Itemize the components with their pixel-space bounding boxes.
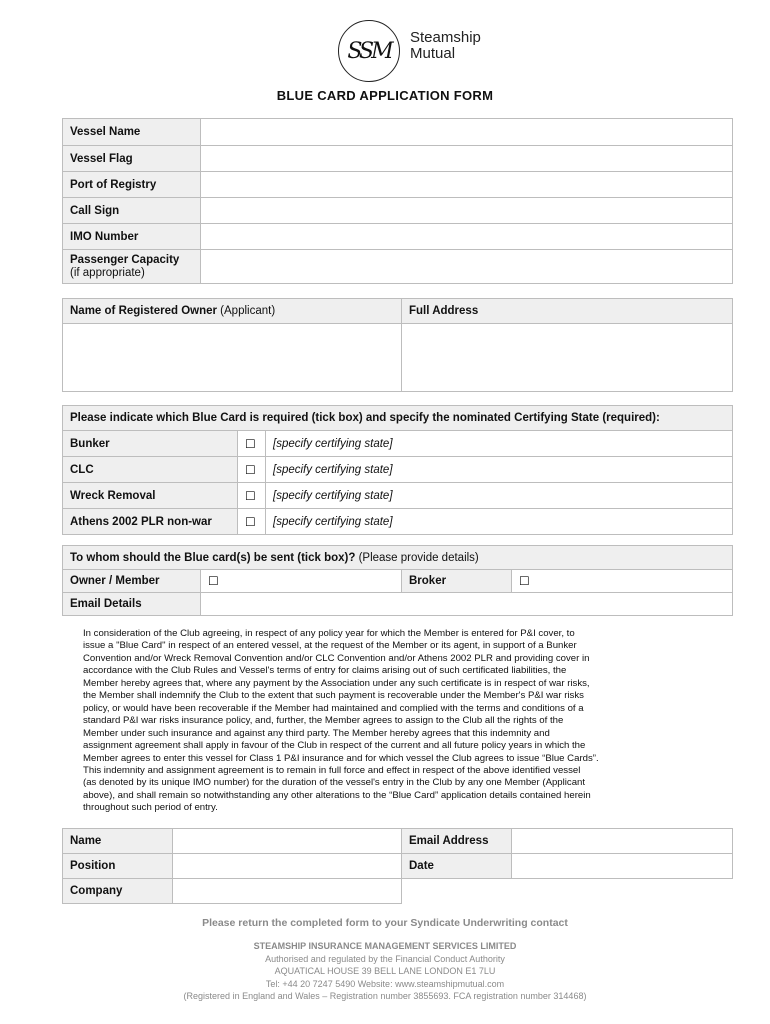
owner-address-table [62,298,733,392]
broker-checkbox[interactable]: ☐ [512,570,733,593]
indemnity-line: accordance with the Club Rules and Vessel's terms of entry for claims arising out of such certificated liabilities, the [83,665,567,677]
bunker-certifying-state-field[interactable]: [specify certifying state] [266,431,733,457]
steamship-logo-monogram: SSM [338,20,400,82]
indemnity-line: (as denoted by its unique IMO number) for the duration of the vessel's entry in the Club by any one Member (Applicant [83,777,586,789]
logo-line-1: Steamship [410,29,481,46]
company-logo-text [410,30,481,62]
imo-number-label: IMO Number [63,224,201,250]
signatory-table [62,828,733,904]
clc-label: CLC [63,457,238,483]
company-footer [0,940,770,1003]
signatory-company-label: Company [63,879,173,904]
email-details-field[interactable] [201,593,733,616]
signatory-position-label: Position [63,854,173,879]
registered-owner-label [63,299,402,324]
empty-cell [402,879,733,904]
passenger-capacity-title: Passenger Capacity [70,253,180,266]
email-details-label: Email Details [63,593,201,616]
wreck-removal-checkbox[interactable]: ☐ [238,483,266,509]
form-title: BLUE CARD APPLICATION FORM [276,88,494,103]
registered-owner-title: Name of Registered Owner [70,305,217,317]
indemnity-paragraph [83,628,700,815]
vessel-name-field[interactable] [201,119,733,146]
passenger-capacity-field[interactable] [201,250,733,284]
indemnity-line: Member under such insurance and against any third party. The Member hereby agrees that this indemnity and [83,727,550,739]
send-to-question-suffix: (Please provide details) [355,551,479,564]
footer-address: AQUATICAL HOUSE 39 BELL LANE LONDON E1 7LU [274,966,496,977]
full-address-field[interactable] [402,324,733,392]
vessel-flag-field[interactable] [201,146,733,172]
signatory-email-label: Email Address [402,829,512,854]
registered-owner-field[interactable] [63,324,402,392]
footer-registration: (Registered in England and Wales – Registration number 3855693. FCA registration number 314468) [183,991,587,1002]
athens-plr-certifying-state-field[interactable]: [specify certifying state] [266,509,733,535]
indemnity-line: issue a "Blue Card" in respect of an entered vessel, at the request of the Member or its agent, in support of a Bunker [83,640,577,652]
athens-plr-checkbox[interactable]: ☐ [238,509,266,535]
bunker-label: Bunker [63,431,238,457]
indemnity-line: Member hereby agrees that, where any payment by the Association under any such certificate is in respect of war risks, [83,677,590,689]
return-instruction: Please return the completed form to your Syndicate Underwriting contact [202,917,568,929]
port-of-registry-field[interactable] [201,172,733,198]
athens-plr-label: Athens 2002 PLR non-war [63,509,238,535]
signatory-date-label: Date [402,854,512,879]
indemnity-line: Convention and/or Wreck Removal Convention and/or CLC Convention and/or Athens 2002 PLR and providing cover in [83,652,590,664]
wreck-removal-label: Wreck Removal [63,483,238,509]
blue-card-instruction: Please indicate which Blue Card is required (tick box) and specify the nominated Certifying State (required): [63,406,733,431]
send-to-question [63,546,733,570]
passenger-capacity-label [63,250,201,284]
signatory-position-field[interactable] [173,854,402,879]
send-to-question-text: To whom should the Blue card(s) be sent (tick box)? [70,551,356,564]
port-of-registry-label: Port of Registry [63,172,201,198]
bunker-checkbox[interactable]: ☐ [238,431,266,457]
clc-checkbox[interactable]: ☐ [238,457,266,483]
indemnity-line: In consideration of the Club agreeing, in respect of any policy year for which the Member is entered for P&I cover, to [83,628,575,639]
signatory-name-field[interactable] [173,829,402,854]
indemnity-line: standard P&I war risks insurance policy, and, further, the Member agrees to assign to the Club all the rights of the [83,715,564,727]
indemnity-line: above), and shall remain so notwithstanding any other alterations to the “Blue Card” application details contained herein [83,789,591,801]
owner-member-label: Owner / Member [63,570,201,593]
clc-certifying-state-field[interactable]: [specify certifying state] [266,457,733,483]
broker-label: Broker [402,570,512,593]
vessel-name-label: Vessel Name [63,119,201,146]
send-to-table [62,545,733,616]
registered-owner-suffix: (Applicant) [216,305,276,317]
footer-contact: Tel: +44 20 7247 5490 Website: www.steamshipmutual.com [265,978,505,989]
full-address-label: Full Address [402,299,733,324]
passenger-capacity-note: (if appropriate) [70,266,145,279]
logo-line-2: Mutual [410,45,456,62]
indemnity-line: throughout such period of entry. [83,802,218,814]
footer-company: STEAMSHIP INSURANCE MANAGEMENT SERVICES LIMITED [253,941,517,951]
indemnity-line: assignment agreement shall apply in favour of the Club in respect of the current and all future policy years in which the [83,740,586,752]
call-sign-field[interactable] [201,198,733,224]
signatory-date-field[interactable] [512,854,733,879]
signatory-email-field[interactable] [512,829,733,854]
owner-member-checkbox[interactable]: ☐ [201,570,402,593]
vessel-details-table [62,118,733,284]
signatory-company-field[interactable] [173,879,402,904]
indemnity-line: the Member shall indemnify the Club to the extent that such payment is recoverable under the Member's P&I war risks [83,690,584,702]
blue-card-type-table [62,405,733,535]
indemnity-line: policy, or would have been recoverable if the Member had maintained and complied with the terms and conditions of a [83,702,584,714]
vessel-flag-label: Vessel Flag [63,146,201,172]
imo-number-field[interactable] [201,224,733,250]
wreck-removal-certifying-state-field[interactable]: [specify certifying state] [266,483,733,509]
indemnity-line: Member agrees to enter this vessel for Class 1 P&I insurance and for which vessel the Club agrees to issue “Blue Cards”. [83,752,599,764]
indemnity-line: This indemnity and assignment agreement is to remain in full force and effect in respect of the above identified vessel [83,764,581,776]
call-sign-label: Call Sign [63,198,201,224]
footer-regulated: Authorised and regulated by the Financial Conduct Authority [265,953,505,964]
signatory-name-label: Name [63,829,173,854]
